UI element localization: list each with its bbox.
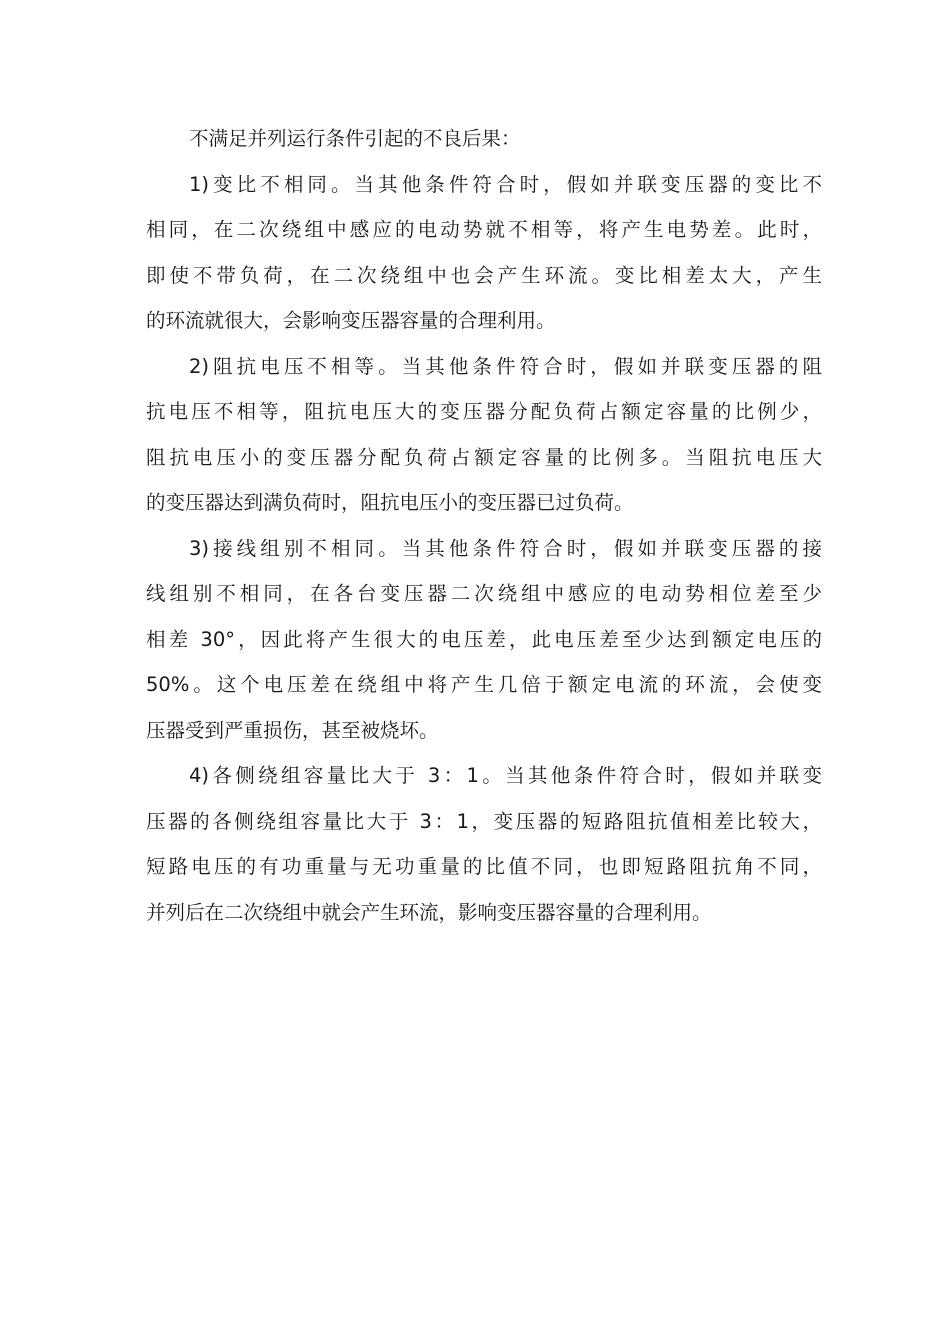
paragraph-line: 1)变比不相同。当其他条件符合时，假如并联变压器的变比不 <box>189 172 822 196</box>
paragraph-line: 压器的各侧绕组容量比大于 3：1，变压器的短路阻抗值相差比较大， <box>146 809 822 833</box>
paragraph-line: 线组别不相同，在各台变压器二次绕组中感应的电动势相位差至少 <box>146 582 822 605</box>
paragraph-line: 阻抗电压小的变压器分配负荷占额定容量的比例多。当阻抗电压大 <box>146 445 822 469</box>
paragraph-connection-group <box>146 526 822 754</box>
paragraph-line: 50%。这个电压差在绕组中将产生几倍于额定电流的环流，会使变 <box>146 673 822 696</box>
paragraph-line: 相差 30°，因此将产生很大的电压差，此电压差至少达到额定电压的 <box>146 627 822 651</box>
paragraph-line: 3)接线组别不相同。当其他条件符合时，假如并联变压器的接 <box>189 536 822 560</box>
paragraph-line: 的环流就很大，会影响变压器容量的合理利用。 <box>146 309 556 332</box>
paragraph-capacity-ratio <box>146 753 822 935</box>
paragraph-line: 的变压器达到满负荷时，阻抗电压小的变压器已过负荷。 <box>146 491 634 514</box>
document-body <box>146 116 822 935</box>
paragraph-line: 4)各侧绕组容量比大于 3：1。当其他条件符合时，假如并联变 <box>189 764 822 787</box>
paragraph-impedance-voltage <box>146 344 822 526</box>
intro-paragraph: 不满足并列运行条件引起的不良后果： <box>189 127 521 150</box>
paragraph-line: 压器受到严重损伤，甚至被烧坏。 <box>146 718 439 742</box>
paragraph-line: 并列后在二次绕组中就会产生环流，影响变压器容量的合理利用。 <box>146 900 712 924</box>
paragraph-ratio-mismatch <box>146 162 822 344</box>
paragraph-line: 2)阻抗电压不相等。当其他条件符合时，假如并联变压器的阻 <box>189 354 822 378</box>
paragraph-line: 即使不带负荷，在二次绕组中也会产生环流。变比相差太大，产生 <box>146 263 822 287</box>
paragraph-line: 抗电压不相等，阻抗电压大的变压器分配负荷占额定容量的比例少， <box>146 400 822 423</box>
paragraph-line: 相同，在二次绕组中感应的电动势就不相等，将产生电势差。此时， <box>146 218 822 241</box>
paragraph-line: 短路电压的有功重量与无功重量的比值不同，也即短路阻抗角不同， <box>146 855 822 878</box>
